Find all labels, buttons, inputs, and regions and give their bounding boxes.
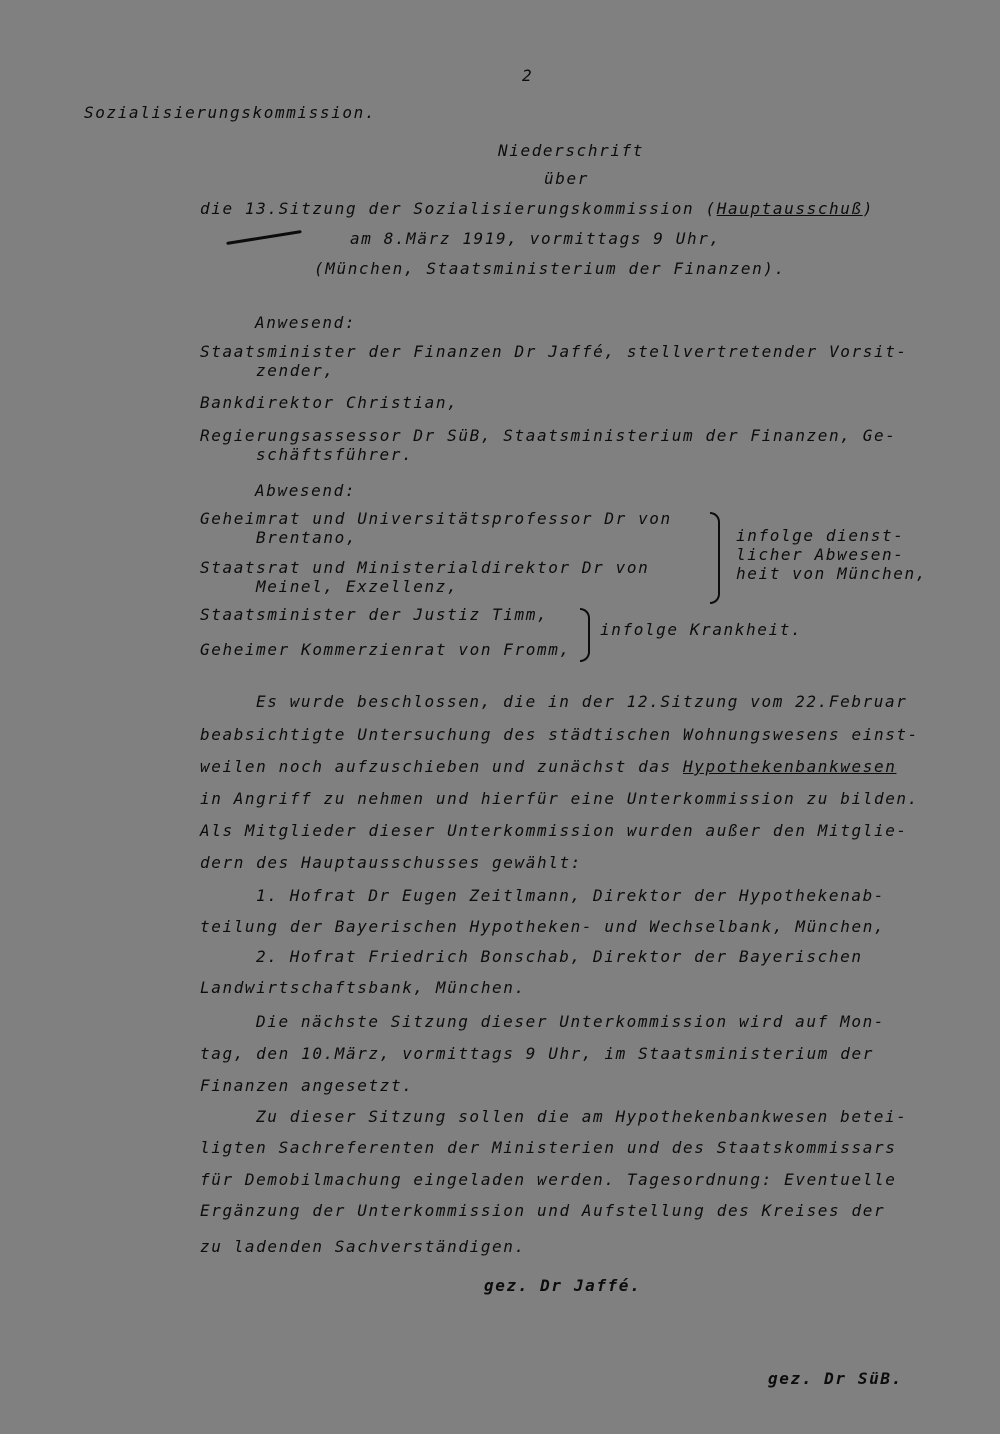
body-para2-line-1: Die nächste Sitzung dieser Unterkommission wird auf Mon- xyxy=(256,1012,886,1031)
meeting-place: (München, Staatsministerium der Finanzen). xyxy=(314,259,786,278)
present-1-line-1: Staatsminister der Finanzen Dr Jaffé, stellvertretender Vorsit- xyxy=(200,342,908,361)
absent-2-line-2: Meinel, Exzellenz, xyxy=(256,577,459,596)
body-para3-line-3: für Demobilmachung eingeladen werden. Tagesordnung: Eventuelle xyxy=(200,1170,897,1189)
absent-reason-2: infolge Krankheit. xyxy=(600,620,803,639)
meeting-committee: Hauptausschuß xyxy=(716,199,863,218)
member-2-line-1: 2. Hofrat Friedrich Bonschab, Direktor der Bayerischen xyxy=(256,947,863,966)
meeting-date: am 8.März 1919, vormittags 9 Uhr, xyxy=(350,229,721,248)
body-para2-line-2: tag, den 10.März, vormittags 9 Uhr, im Staatsministerium der xyxy=(200,1044,874,1063)
meeting-line xyxy=(200,199,874,218)
body-para2-line-3: Finanzen angesetzt. xyxy=(200,1076,414,1095)
signature-suss: gez. Dr SüB. xyxy=(768,1369,903,1388)
member-2-line-2: Landwirtschaftsbank, München. xyxy=(200,978,526,997)
title-uber: über xyxy=(544,169,589,188)
organization-heading: Sozialisierungskommission. xyxy=(84,103,377,122)
body-para3-line-4: Ergänzung der Unterkommission und Aufstellung des Kreises der xyxy=(200,1201,886,1220)
body-para1-line-3-text: weilen noch aufzuschieben und zunächst das xyxy=(200,757,684,776)
present-heading: Anwesend: xyxy=(255,313,357,332)
present-2: Bankdirektor Christian, xyxy=(200,393,459,412)
absent-1-line-1: Geheimrat und Universitätsprofessor Dr von xyxy=(200,509,672,528)
curly-brace xyxy=(710,512,720,604)
absent-2-line-1: Staatsrat und Ministerialdirektor Dr von xyxy=(200,558,650,577)
present-1-line-2: zender, xyxy=(256,361,335,380)
absent-4: Geheimer Kommerzienrat von Fromm, xyxy=(200,640,571,659)
absent-heading: Abwesend: xyxy=(255,481,357,500)
body-para1-line-6: dern des Hauptausschusses gewählt: xyxy=(200,853,582,872)
absent-reason-1-line-3: heit von München, xyxy=(736,564,927,583)
body-para1-line-4: in Angriff zu nehmen und hierfür eine Unterkommission zu bilden. xyxy=(200,789,919,808)
absent-1-line-2: Brentano, xyxy=(256,528,358,547)
present-3-line-1: Regierungsassessor Dr SüB, Staatsministerium der Finanzen, Ge- xyxy=(200,426,897,445)
body-para1-line-5: Als Mitglieder dieser Unterkommission wurden außer den Mitglie- xyxy=(200,821,908,840)
body-para3-line-2: ligten Sachreferenten der Ministerien und des Staatskommissars xyxy=(200,1138,897,1157)
body-para1-line-3 xyxy=(200,757,896,776)
meeting-prefix: die 13.Sitzung der Sozialisierungskommission ( xyxy=(200,199,717,218)
page-number: 2 xyxy=(522,66,534,85)
absent-reason-1-line-2: licher Abwesen- xyxy=(736,545,905,564)
member-1-line-1: 1. Hofrat Dr Eugen Zeitlmann, Direktor der Hypothekenab- xyxy=(256,886,886,905)
member-1-line-2: teilung der Bayerischen Hypotheken- und Wechselbank, München, xyxy=(200,917,886,936)
absent-reason-1 xyxy=(736,526,927,583)
signature-jaffe: gez. Dr Jaffé. xyxy=(484,1276,642,1295)
body-para1-underlined-term: Hypothekenbankwesen xyxy=(683,757,897,776)
curly-brace xyxy=(580,608,590,662)
document-title: Niederschrift xyxy=(498,141,645,160)
body-para3-line-1: Zu dieser Sitzung sollen die am Hypothekenbankwesen betei- xyxy=(256,1107,908,1126)
body-para1-line-1: Es wurde beschlossen, die in der 12.Sitzung vom 22.Februar xyxy=(256,692,908,711)
body-para3-line-5: zu ladenden Sachverständigen. xyxy=(200,1237,526,1256)
present-3-line-2: schäftsführer. xyxy=(256,445,414,464)
absent-3: Staatsminister der Justiz Timm, xyxy=(200,605,549,624)
meeting-suffix: ) xyxy=(862,199,874,218)
absent-reason-1-line-1: infolge dienst- xyxy=(736,526,905,545)
pen-stroke-mark xyxy=(226,230,302,245)
body-para1-line-2: beabsichtigte Untersuchung des städtischen Wohnungswesens einst- xyxy=(200,725,919,744)
